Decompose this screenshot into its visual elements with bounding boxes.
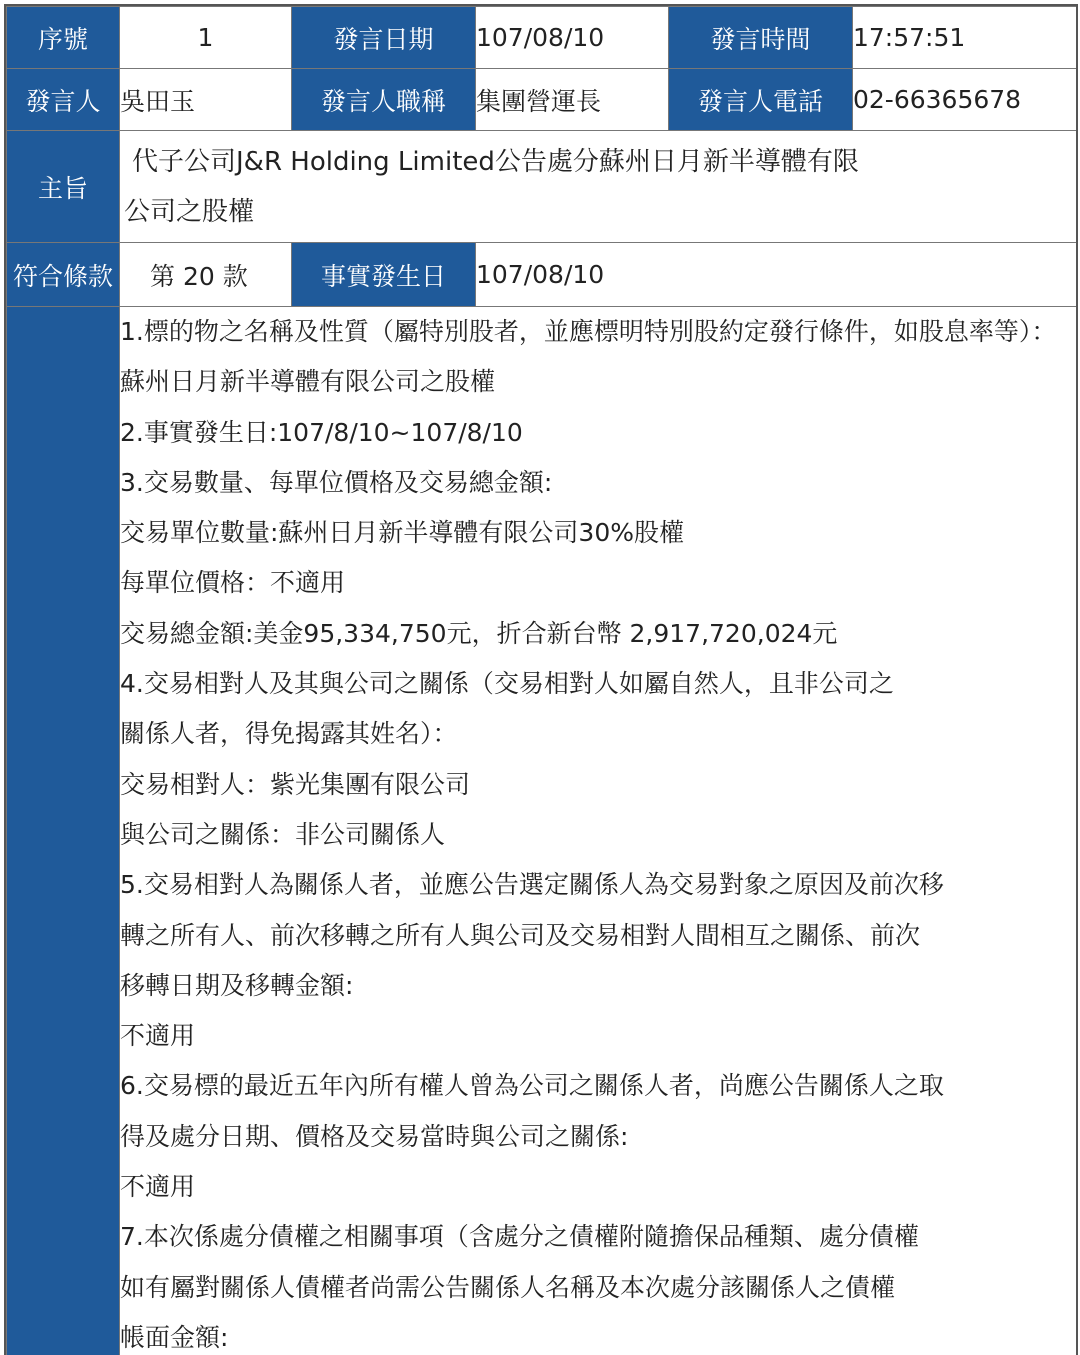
subject-cell <box>120 131 1077 243</box>
seq-label: 序號 <box>7 7 120 69</box>
body-line: 不適用 <box>120 1021 196 1051</box>
body-line: 每單位價格：不適用 <box>120 568 346 598</box>
seq-value: 1 <box>120 7 292 69</box>
body-row <box>7 307 1077 1355</box>
body-line: 1.標的物之名稱及性質（屬特別股者，並應標明特別股約定發行條件，如股息率等）： <box>120 317 1057 346</box>
subject-line-2: 公司之股權 <box>124 196 255 227</box>
subject-row <box>7 131 1077 243</box>
clause-row <box>7 243 1077 307</box>
body-line: 如有屬對關係人債權者尚需公告關係人名稱及本次處分該關係人之債權 <box>120 1272 896 1302</box>
body-line: 4.交易相對人及其與公司之關係（交易相對人如屬自然人，且非公司之 <box>120 669 894 699</box>
subject-text <box>120 137 1076 237</box>
body-line: 交易總金額:美金95,334,750元，折合新台幣 2,917,720,024元 <box>120 618 838 648</box>
body-line: 移轉日期及移轉金額: <box>120 970 354 1000</box>
speaker-title-label: 發言人職稱 <box>292 69 476 131</box>
announcement-table <box>6 6 1077 1355</box>
speaker-row <box>7 69 1077 131</box>
body-line: 不適用 <box>120 1172 196 1202</box>
body-line: 2.事實發生日:107/8/10~107/8/10 <box>120 417 523 447</box>
event-date-value: 107/08/10 <box>476 243 1077 307</box>
body-line: 3.交易數量、每單位價格及交易總金額: <box>120 467 553 497</box>
event-date-label: 事實發生日 <box>292 243 476 307</box>
time-value: 17:57:51 <box>853 7 1077 69</box>
body-line: 7.本次係處分債權之相關事項（含處分之債權附隨擔保品種類、處分債權 <box>120 1222 919 1252</box>
body-text <box>120 307 1076 1355</box>
clause-value: 第 20 款 <box>120 243 292 307</box>
body-line: 6.交易標的最近五年內所有權人曾為公司之關係人者，尚應公告關係人之取 <box>120 1071 944 1101</box>
header-row <box>7 7 1077 69</box>
body-line: 蘇州日月新半導體有限公司之股權 <box>120 367 496 397</box>
date-label: 發言日期 <box>292 7 476 69</box>
speaker-value: 吳田玉 <box>120 69 292 131</box>
announcement-table-wrapper <box>4 4 1078 1355</box>
body-line: 交易單位數量:蘇州日月新半導體有限公司30%股權 <box>120 518 684 548</box>
body-line: 與公司之關係：非公司關係人 <box>120 819 446 849</box>
speaker-phone-value: 02-66365678 <box>853 69 1077 131</box>
body-label-cell <box>7 307 120 1355</box>
body-line: 5.交易相對人為關係人者，並應公告選定關係人為交易對象之原因及前次移 <box>120 870 944 900</box>
body-line: 帳面金額: <box>120 1322 229 1352</box>
speaker-title-value: 集團營運長 <box>476 69 669 131</box>
subject-line-1: 代子公司J&R Holding Limited公告處分蘇州日月新半導體有限 <box>132 146 859 177</box>
speaker-phone-label: 發言人電話 <box>669 69 853 131</box>
body-cell <box>120 307 1077 1355</box>
body-line: 轉之所有人、前次移轉之所有人與公司及交易相對人間相互之關係、前次 <box>120 920 921 950</box>
speaker-label: 發言人 <box>7 69 120 131</box>
date-value: 107/08/10 <box>476 7 669 69</box>
time-label: 發言時間 <box>669 7 853 69</box>
body-line: 交易相對人：紫光集團有限公司 <box>120 769 471 799</box>
body-line: 得及處分日期、價格及交易當時與公司之關係: <box>120 1121 629 1151</box>
subject-label: 主旨 <box>7 131 120 243</box>
body-line: 關係人者，得免揭露其姓名）： <box>120 719 458 749</box>
clause-label: 符合條款 <box>7 243 120 307</box>
